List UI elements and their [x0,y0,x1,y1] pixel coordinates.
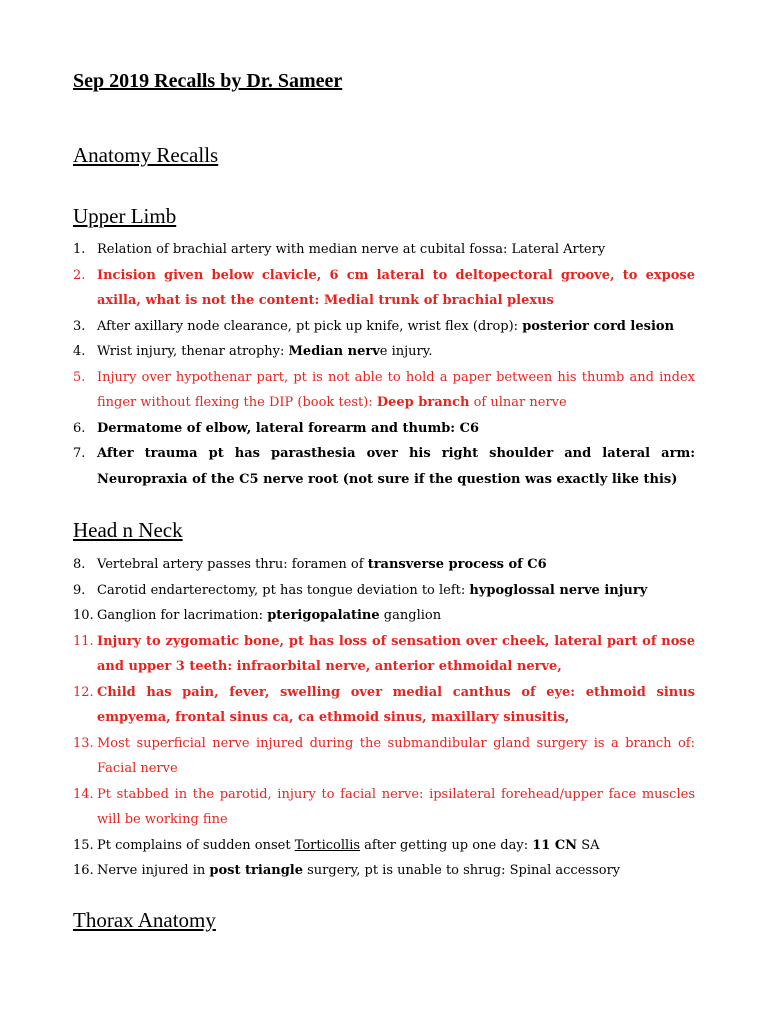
item-number: 11. [73,633,94,649]
section-heading-anatomy: Anatomy Recalls [73,143,219,167]
item-text: posterior cord lesion [522,318,675,334]
item-text: Carotid endarterectomy, pt has tongue deviation to left: [97,582,470,598]
list-item [73,629,695,680]
item-number: 14. [73,786,94,802]
list-item [73,578,695,604]
item-number: 5. [73,369,86,385]
item-text: ganglion [379,608,442,623]
item-text: hypoglossal nerve injury [469,582,648,598]
item-text: Ganglion for lacrimation: [97,608,268,623]
item-text: pterigopalatine [267,608,380,623]
item-number: 9. [73,582,86,598]
list-item [73,603,695,629]
item-text: of ulnar nerve [469,395,567,410]
item-number: 13. [73,735,94,751]
item-text: surgery, pt is unable to shrug: Spinal accessory [303,863,621,878]
list-item [73,782,695,833]
item-text: Median nerv [288,344,380,359]
item-number: 12. [73,684,94,700]
list-item [73,441,695,492]
item-text: Vertebral artery passes thru: foramen of [97,557,368,572]
list-item [73,365,695,416]
item-text: Most superficial nerve injured during the submandibular gland surgery is a branch of: Facial nerve [97,735,695,776]
list-item [73,339,695,365]
list-item [73,858,695,884]
item-text: Nerve injured in [97,863,210,878]
item-text: Injury over hypothenar part, pt is not able to hold a paper between his thumb and index finger without flexing the DIP (book test): [97,369,695,410]
document-title: Sep 2019 Recalls by Dr. Sameer [73,70,343,92]
item-text: 11 CN [532,837,578,853]
list-item [73,833,695,859]
item-text: Wrist injury, thenar atrophy: [97,344,289,359]
item-text: Incision given below clavicle, 6 cm lateral to deltopectoral groove, to expose axilla, what is not the content: Medial trunk of brachial plexus [97,267,695,308]
item-text: Dermatome of elbow, lateral forearm and thumb: C6 [97,420,480,436]
item-text: Child has pain, fever, swelling over medial canthus of eye: ethmoid sinus empyema, frontal sinus ca, ca ethmoid sinus, maxillary sinusitis, [97,684,695,725]
list-item [73,552,695,578]
item-text: post triangle [209,863,303,878]
upper-limb-list [73,237,695,492]
section-heading-upper-limb: Upper Limb [73,204,177,228]
item-text: SA [577,837,600,853]
item-text: After trauma pt has parasthesia over his right shoulder and lateral arm: Neuropraxia of the C5 nerve root (not sure if the question was exactly like this) [97,446,695,487]
item-number: 2. [73,267,86,283]
item-text: Torticollis [294,837,361,853]
item-number: 4. [73,344,86,359]
item-text: transverse process of C6 [367,557,547,572]
section-heading-head-neck: Head n Neck [73,518,183,542]
item-number: 6. [73,420,86,436]
item-number: 8. [73,557,86,572]
list-item [73,314,695,340]
head-neck-list [73,552,695,884]
item-number: 15. [73,837,94,853]
item-number: 10. [73,608,94,623]
item-number: 16. [73,863,94,878]
list-item [73,416,695,442]
item-text: Injury to zygomatic bone, pt has loss of sensation over cheek, lateral part of nose and upper 3 teeth: infraorbital nerve, anterior ethmoidal nerve, [97,633,695,674]
item-text: Relation of brachial artery with median nerve at cubital fossa: Lateral Artery [97,242,606,257]
item-text: after getting up one day: [360,837,533,853]
section-heading-thorax: Thorax Anatomy [73,908,216,932]
item-text: Pt stabbed in the parotid, injury to facial nerve: ipsilateral forehead/upper face muscles will be working fine [97,786,695,827]
list-item [73,263,695,314]
item-number: 7. [73,446,86,461]
item-number: 3. [73,318,86,334]
item-number: 1. [73,242,86,257]
item-text: e injury. [379,344,433,359]
item-text: Deep branch [376,395,470,410]
item-text: After axillary node clearance, pt pick up knife, wrist flex (drop): [97,318,523,334]
item-text: Pt complains of sudden onset [97,837,295,853]
list-item [73,731,695,782]
list-item [73,680,695,731]
list-item [73,237,695,263]
